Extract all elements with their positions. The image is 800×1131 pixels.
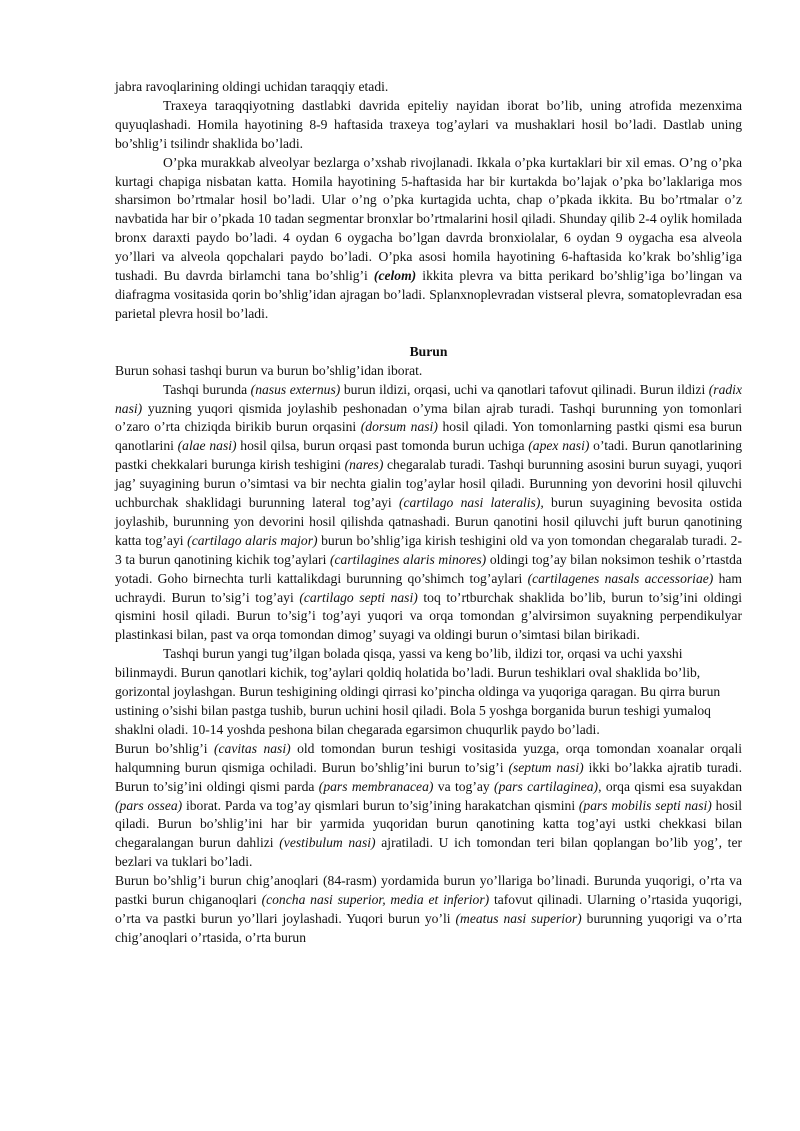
section-burun (115, 362, 742, 948)
text-run: , orqa qismi esa suyakdan (598, 778, 742, 794)
text-run: burun suyagining bevosita ostida joylashib, burunning yon devorini hosil qilishda qatnashadi. Burun qanotini hosil qiluvchi juft burun qanotining katta tog’ayi (115, 495, 742, 548)
text-run: yuzning yuqori qismida joylashib peshonadan o’yma bilan ajrab turadi. Tashqi burunning yon tomonlari o’zaro o’rta chiziqda birikib burun orqasini (115, 400, 742, 435)
text-run: O’pka murakkab alveolyar bezlarga o’xshab rivojlanadi. Ikkala o’pka kurtaklari bir xil emas. O’ng o’pka kurtagi chapiga nisbatan katta. Homila hayotining 5-haftasida har bir kurtakda bo’lajak o’pka bo’laklariga mos sharsimon bo’rtmalar hosil bo’ladi. Ular o’ng o’pka kurtagida uchta, chap o’pkada ikkita. Bu bo’rtmalar o’z navbatida har bir o’pkada 10 tadan segmentar bronxlar bo’rtmalarini hosil qiladi. Shunday qilib 2-4 oylik homilada bronx daraxti paydo bo’ladi. 4 oydan 6 oygacha bo’lgan davrda bronxiolalar, 6 oydan 9 oygacha esa alveola yo’llari va alveola qopchalari paydo bo’ladi. O’pka asosi homila hayotining 6-haftasida ko’krak bo’shlig’iga tushadi. Bu davrda birlamchi tana bo’shlig’i (115, 154, 742, 284)
para-tashqi-burun (115, 381, 742, 646)
text-run: toq to’rtburchak shaklida bo’lib, burun to’sig’ini oldingi qismini hosil qiladi. Burun to’sig’i tog’ayi yuqori va orqa tomondan g’alvirsimon suyakning perpendikulyar plastinkasi bilan, past va orqa tomondan dimog’ suyagi va oldingi burun o’simtasi bilan birikadi. (115, 589, 743, 643)
para-burun-boshligi (115, 740, 742, 872)
text-run: chegaralab turadi. Tashqi burunning asosini burun suyagi, yuqori jag’ suyagining burun o’simtasi va bir nechta gialin tog’aylar hosil qiladi. Burunning yon devorini hosil qiluvchi uchburchak shaklidagi burunning lateral tog’ayi (115, 457, 742, 511)
latin-term: (cartilago septi nasi) (299, 589, 418, 605)
text-run: burun ildizi, orqasi, uchi va qanotlari tafovut qilinadi. Burun ildizi (340, 381, 709, 397)
latin-term: (apex nasi) (528, 438, 590, 454)
para-jabra (115, 78, 742, 97)
text-run: old tomondan burun teshigi vositasida yuzga, orqa tomondan xoanalar orqali halqumning burun qismiga ochiladi. Burun bo’shlig’ini burun to’sig’i (115, 740, 742, 775)
latin-term: (dorsum nasi) (360, 419, 438, 435)
text-run: tafovut qilinadi. Ularning o’rtasida yuqorigi, o’rta va pastki burun yo’llari joylashadi. Yuqori burun yo’li (115, 892, 742, 926)
text-run: ajratiladi. U ich tomondan teri bilan qoplangan bo’lib yog’, ter bezlari va tuklari bo’ladi. (115, 835, 743, 870)
latin-term: (nasus externus) (250, 381, 341, 397)
text-run: ham uchraydi. Burun to’sig’i tog’ayi (115, 570, 742, 605)
text-run: Burun bo’shlig’i burun chig’anoqlari (84-rasm) yordamida burun yo’llariga bo’linadi. Burunda yuqorigi, o’rta va pastki burun chiganoqlari (115, 873, 742, 908)
para-opka (115, 154, 742, 324)
para-traxeya (115, 97, 742, 154)
text-run: Burun sohasi tashqi burun va burun bo’shlig’idan iborat. (115, 362, 423, 378)
para-bola-burun (115, 645, 742, 740)
latin-term: (meatus nasi superior) (455, 910, 582, 926)
latin-term: (cartilago alaris major) (187, 532, 318, 548)
text-run: o’tadi. Burun qanotlarining pastki chekkalari burunga kirish teshigini (115, 438, 742, 473)
latin-term: (pars membranacea) (318, 778, 434, 794)
section-heading-burun: Burun (409, 343, 448, 359)
text-run: ikkita plevra va bitta perikard bo’shlig’iga bo’lingan va diafragma vositasida qorin bo’shlig’idan ajragan bo’ladi. Splanxnoplevradan vistseral plevra, somatoplevradan esa parietal plevra hosil bo’ladi. (115, 268, 743, 321)
latin-term: (alae nasi) (177, 438, 237, 454)
latin-term: (pars mobilis septi nasi) (578, 797, 712, 813)
latin-term: (radix nasi) (115, 381, 742, 416)
text-run: hosil qiladi. Burun bo’shlig’ini har bir yarmida yuqoridan burun qanotining katta tog’ayi ustki chekkasi bilan chegaralangan burun dahlizi (115, 797, 743, 851)
document-page (115, 78, 742, 948)
latin-term: (pars ossea) (115, 797, 183, 813)
text-run: oldingi tog’ay bilan noksimon teshik o’rtastda yotadi. Goho birnechta turli kattalikdagi burunning qo’shimch tog’aylari (115, 551, 742, 586)
latin-term: (cavitas nasi) (213, 740, 291, 756)
text-run: hosil qiladi. Yon tomonlarning pastki qismi esa burun qanotlarini (115, 419, 742, 454)
text-run: hosil qilsa, burun orqasi past tomonda burun uchiga (236, 438, 529, 454)
latin-term: (concha nasi superior, media et inferior) (261, 892, 490, 908)
para-burun-intro (115, 362, 742, 381)
text-run: iborat. Parda va tog’ay qismlari burun to’sig’ining harakatchan qismini (182, 797, 579, 813)
text-run: Traxeya taraqqiyotning dastlabki davrida epiteliy nayidan iborat bo’lib, uning atrofida mezenxima quyuqlashadi. Homila hayotining 8-9 haftasida traxeya tog’aylari va mushaklari hosil bo’ladi. Dastlab uning bo’shlig’i tsilindr shaklida bo’ladi. (115, 97, 742, 151)
text-run: burunning yuqorigi va o’rta chig’anoqlari o’rtasida, o’rta burun (115, 910, 742, 945)
latin-term: (pars cartilaginea) (494, 778, 599, 794)
latin-term: (celom) (373, 268, 417, 284)
section-embryology (115, 78, 742, 324)
latin-term: (cartilagines alaris minores) (329, 551, 487, 567)
text-run: jabra ravoqlarining oldingi uchidan taraqqiy etadi. (115, 79, 389, 94)
text-run: va tog’ay (433, 778, 495, 794)
text-run: Burun bo’shlig’i (115, 740, 214, 756)
text-run: Tashqi burun yangi tug’ilgan bolada qisqa, yassi va keng bo’lib, ildizi tor, orqasi va uchi yaxshi bilinmaydi. Burun qanotlari kichik, tog’aylari qoldiq holatida bo’ladi. Burun teshiklari oval shaklida bo’lib, gorizontal joylashgan. Burun teshigining oldingi qirrasi ko’pincha oldinga va yuqoriga qaragan. Bu qirra burun ustining o’sishi bilan pastga tushib, burun uchini hosil qiladi. Bola 5 yoshga borganida burun teshigi yumaloq shaklni oladi. 10-14 yoshda peshona bilan chegarada egarsimon chuqurlik paydo bo’ladi. (115, 646, 721, 737)
latin-term: (vestibulum nasi) (279, 835, 376, 851)
latin-term: (cartilago nasi lateralis), (398, 495, 544, 511)
latin-term: (nares) (344, 457, 384, 473)
latin-term: (septum nasi) (508, 759, 584, 775)
text-run: ikki bo’lakka ajratib turadi. Burun to’sig’ini oldingi qismi parda (115, 759, 742, 794)
latin-term: (cartilagenes nasals accessoriae) (527, 570, 714, 586)
text-run: burun bo’shlig’iga kirish teshigini old va yon tomondan chegaralab turadi. 2-3 ta burun qanotining kichik tog’aylari (115, 532, 742, 567)
para-chiganoqlar (115, 872, 742, 948)
text-run: Tashqi burunda (163, 381, 251, 397)
